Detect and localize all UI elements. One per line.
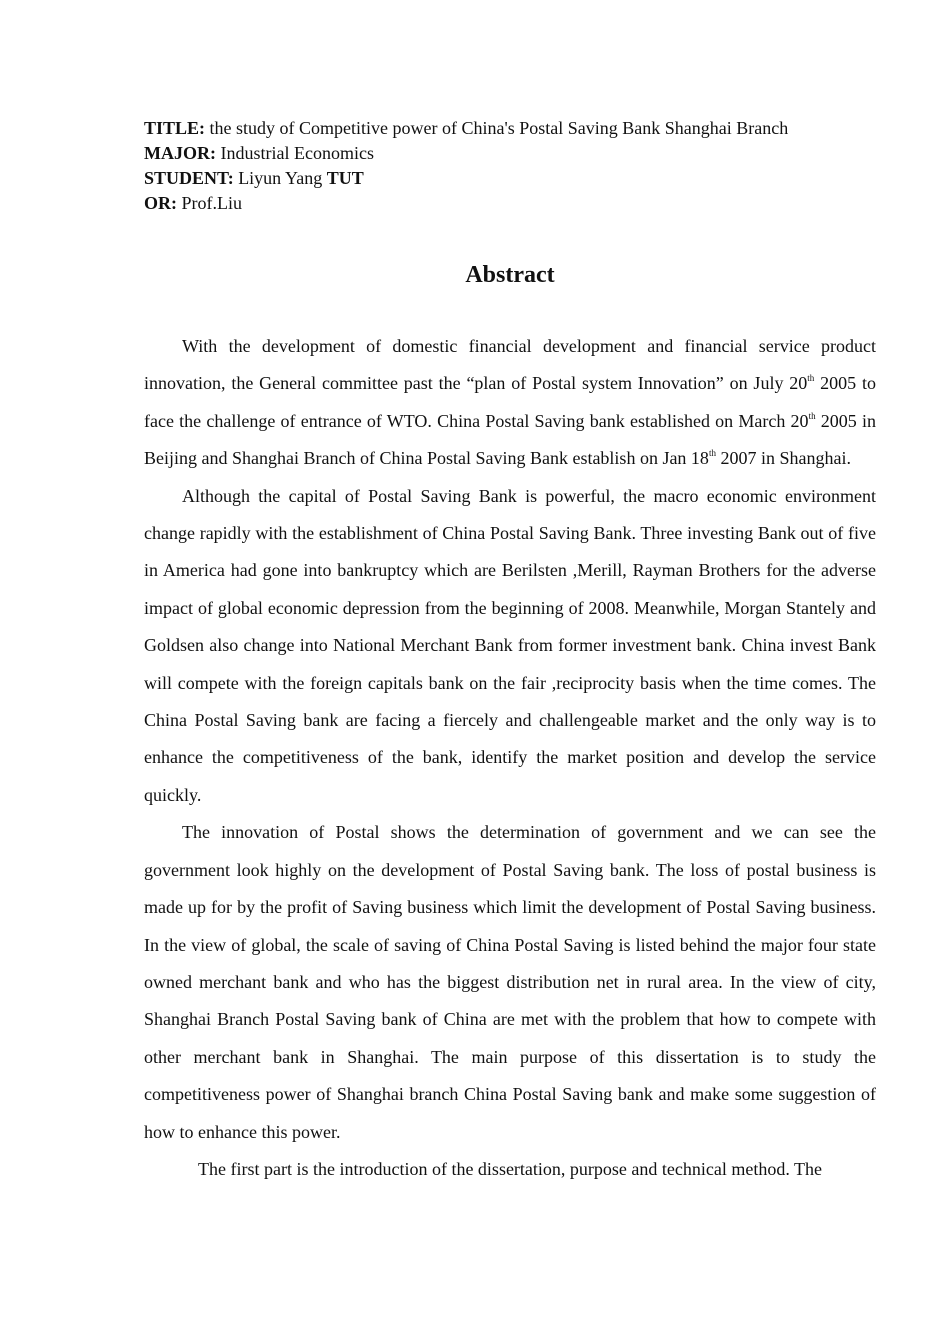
- student-value: Liyun Yang: [233, 168, 327, 188]
- superscript-th: th: [807, 373, 815, 384]
- paragraph-1-part-d: 2007 in Shanghai.: [715, 448, 851, 469]
- title-label: TITLE:: [144, 118, 206, 138]
- title-value: the study of Competitive power of China's Postal Saving Bank Shanghai Branch: [205, 118, 789, 138]
- or-line: [144, 191, 876, 216]
- paragraph-1-part-b: 2005 to face the challenge of entrance of WTO. China Postal Saving bank established on March 20: [144, 373, 876, 431]
- paragraph-3: The innovation of Postal shows the determination of government and we can see the government look highly on the development of Postal Saving bank. The loss of postal business is made up for by the profit of Saving business which limit the development of Postal Saving business. In the view of global, the scale of saving of China Postal Saving is listed behind the major four state owned merchant bank and who has the biggest distribution net in rural area. In the view of city, Shanghai Branch Postal Saving bank of China are met with the problem that how to compete with other merchant bank in Shanghai. The main purpose of this dissertation is to study the competitiveness power of Shanghai branch China Postal Saving bank and make some suggestion of how to enhance this power.: [144, 822, 876, 1142]
- abstract-heading: Abstract: [465, 262, 555, 288]
- tut-label: TUT: [326, 168, 364, 188]
- paragraph-1-part-a: With the development of domestic financial development and financial service product innovation, the General committee past the “plan of Postal system Innovation” on July 20: [144, 336, 876, 394]
- major-label: MAJOR:: [144, 143, 216, 163]
- student-label: STUDENT:: [144, 168, 234, 188]
- abstract-body: [144, 328, 876, 1188]
- superscript-th: th: [708, 448, 716, 459]
- document-page: [144, 116, 876, 1188]
- major-value: Industrial Economics: [215, 143, 374, 163]
- or-label: OR:: [144, 193, 177, 213]
- paragraph-2: Although the capital of Postal Saving Bank is powerful, the macro economic environment change rapidly with the establishment of China Postal Saving Bank. Three investing Bank out of five in America had gone into bankruptcy which are Berilsten ,Merill, Rayman Brothers for the adverse impact of global economic depression from the beginning of 2008. Meanwhile, Morgan Stantely and Goldsen also change into National Merchant Bank from former investment bank. China invest Bank will compete with the foreign capitals bank on the fair ,reciprocity basis when the time comes. The China Postal Saving bank are facing a fiercely and challengeable market and the only way is to enhance the competitiveness of the bank, identify the market position and develop the service quickly.: [144, 485, 876, 805]
- or-value: Prof.Liu: [177, 193, 242, 213]
- title-line: [144, 116, 876, 141]
- paragraph-1-part-c: 2005 in Beijing and Shanghai Branch of China Postal Saving Bank establish on Jan 18: [144, 410, 876, 469]
- superscript-th: th: [808, 410, 816, 421]
- student-line: [144, 166, 876, 191]
- paragraph-4: The first part is the introduction of the dissertation, purpose and technical method. The: [198, 1158, 823, 1179]
- paragraph-1: [144, 328, 876, 478]
- major-line: [144, 141, 876, 166]
